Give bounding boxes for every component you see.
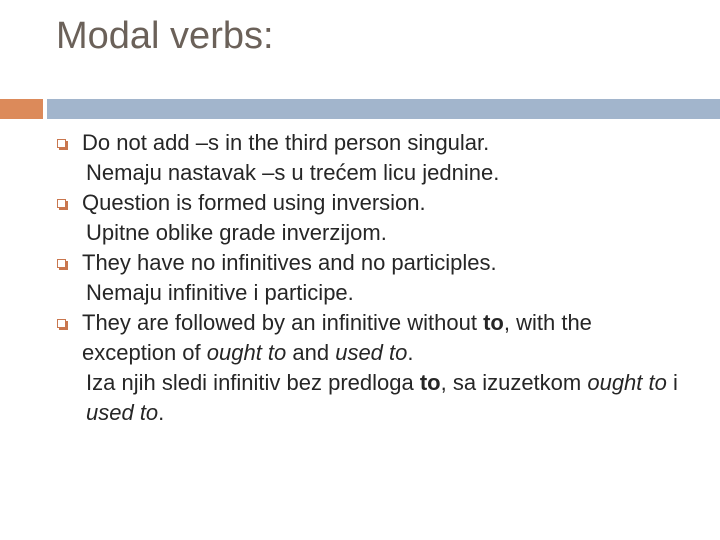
text-segment: They are followed by an infinitive without: [82, 310, 484, 335]
square-bullet-icon: [57, 319, 66, 328]
bullet-translation: Nemaju infinitive i participe.: [86, 280, 354, 305]
text-segment: , sa izuzetkom: [440, 370, 588, 395]
bullet-item-2: [0, 188, 682, 248]
bullet-translation: Nemaju nastavak –s u trećem licu jednine.: [86, 160, 500, 185]
slide-title: Modal verbs:: [56, 15, 274, 57]
square-bullet-icon: [57, 139, 66, 148]
bullet-item-3: [0, 248, 682, 308]
text-segment: .: [158, 400, 165, 425]
italic-ought-to: ought to: [206, 340, 287, 365]
emphasis-to: to: [419, 370, 441, 395]
accent-bar-orange: [0, 99, 43, 119]
text-segment: , with the exception of: [82, 310, 592, 365]
bullet-translation: [82, 368, 682, 428]
bullet-item-1: [0, 128, 682, 188]
bullet-text: Do not add –s in the third person singular.: [82, 130, 490, 155]
italic-used-to: used to: [335, 340, 408, 365]
bullet-list: [0, 128, 720, 428]
bullet-text: They have no infinitives and no participles.: [82, 250, 497, 275]
bullet-translation: Upitne oblike grade inverzijom.: [86, 220, 387, 245]
text-segment: i: [666, 370, 678, 395]
text-segment: Iza njih sledi infinitiv bez predloga: [86, 370, 420, 395]
text-segment: .: [407, 340, 414, 365]
italic-ought-to: ought to: [587, 370, 667, 395]
bullet-text: Question is formed using inversion.: [82, 190, 426, 215]
square-bullet-icon: [57, 259, 66, 268]
bullet-item-4: [0, 308, 682, 428]
emphasis-to: to: [483, 310, 504, 335]
text-segment: and: [286, 340, 336, 365]
bullet-text: [82, 308, 682, 368]
italic-used-to: used to: [86, 400, 159, 425]
square-bullet-icon: [57, 199, 66, 208]
accent-bar-blue: [47, 99, 720, 119]
